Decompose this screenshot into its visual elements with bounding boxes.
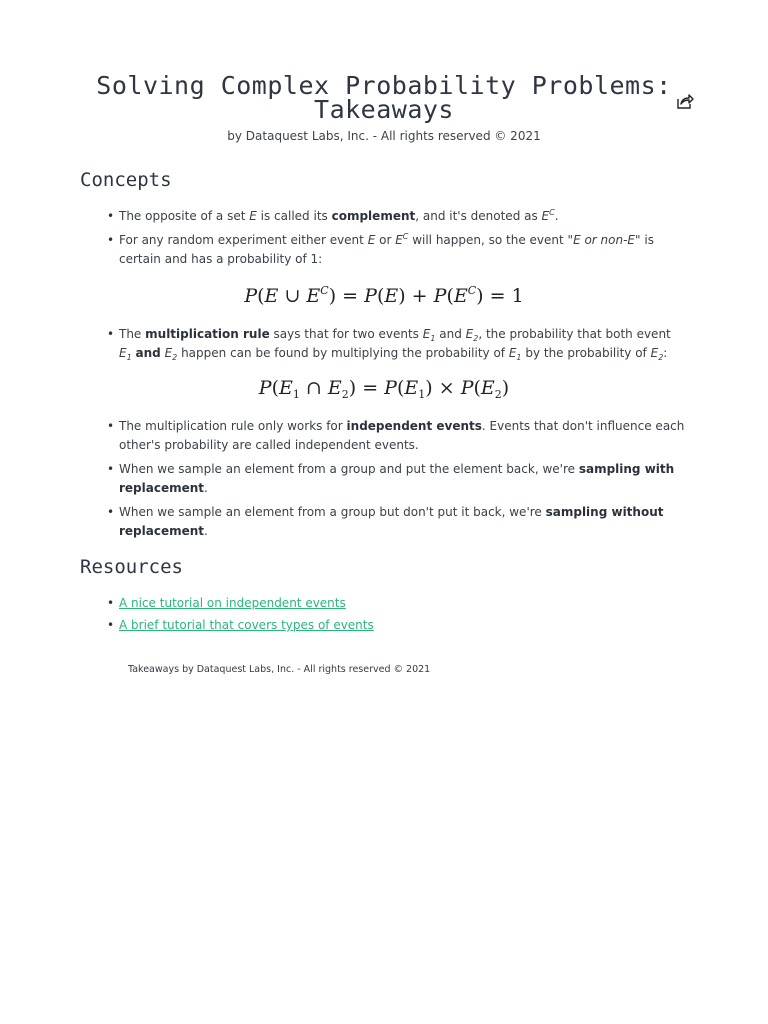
equation-multiplication: $P(E_1$ ∩ $E_2) = P(E_1) \times P(E_2)$ <box>258 377 510 401</box>
resource-link-types-of-events[interactable]: A brief tutorial that covers types of events <box>119 618 374 632</box>
concepts-list-3 <box>107 417 687 546</box>
resource-link-independent-events[interactable]: A nice tutorial on independent events <box>119 596 346 610</box>
equation-complement: P(E ∪ $E^C) = P(E) + P(E^C) = 1$ <box>244 284 524 307</box>
list-item: • When we sample an element from a group but don't put it back, we're sampling without replacement. <box>107 503 687 541</box>
byline: by Dataquest Labs, Inc. - All rights reserved © 2021 <box>227 129 541 143</box>
page-title <box>80 71 688 124</box>
share-icon-graphic <box>676 93 694 109</box>
list-item: • When we sample an element from a group and put the element back, we're sampling with replacement. <box>107 460 687 498</box>
concepts-heading: Concepts <box>80 169 172 191</box>
concepts-list-2 <box>107 325 687 368</box>
title-line-2: Takeaways <box>314 95 454 124</box>
resources-heading: Resources <box>80 556 183 578</box>
footer: Takeaways by Dataquest Labs, Inc. - All rights reserved © 2021 <box>128 664 431 675</box>
list-item: • For any random experiment either event E or $E^C$ will happen, so the event "E or non-E" is certain and has a probability of 1: <box>107 231 687 269</box>
list-item: • The multiplication rule only works for independent events. Events that don't influence each other's probability are called independent events. <box>107 417 687 455</box>
list-item <box>107 616 687 635</box>
share-icon[interactable] <box>676 93 694 109</box>
resources-list <box>107 594 687 638</box>
list-item <box>107 594 687 613</box>
list-item: • The opposite of a set E is called its complement, and it's denoted as $E^C$. <box>107 207 687 226</box>
concepts-list-1 <box>107 207 687 274</box>
title-line-1: Solving Complex Probability Problems: <box>96 71 672 100</box>
list-item: • The multiplication rule says that for two events $E_1$ and $E_2$, the probability that both event $E_1$ and $E_2$ happen can be found by multiplying the probability of $E_1$ by the probability of $E_2$: <box>107 325 687 363</box>
